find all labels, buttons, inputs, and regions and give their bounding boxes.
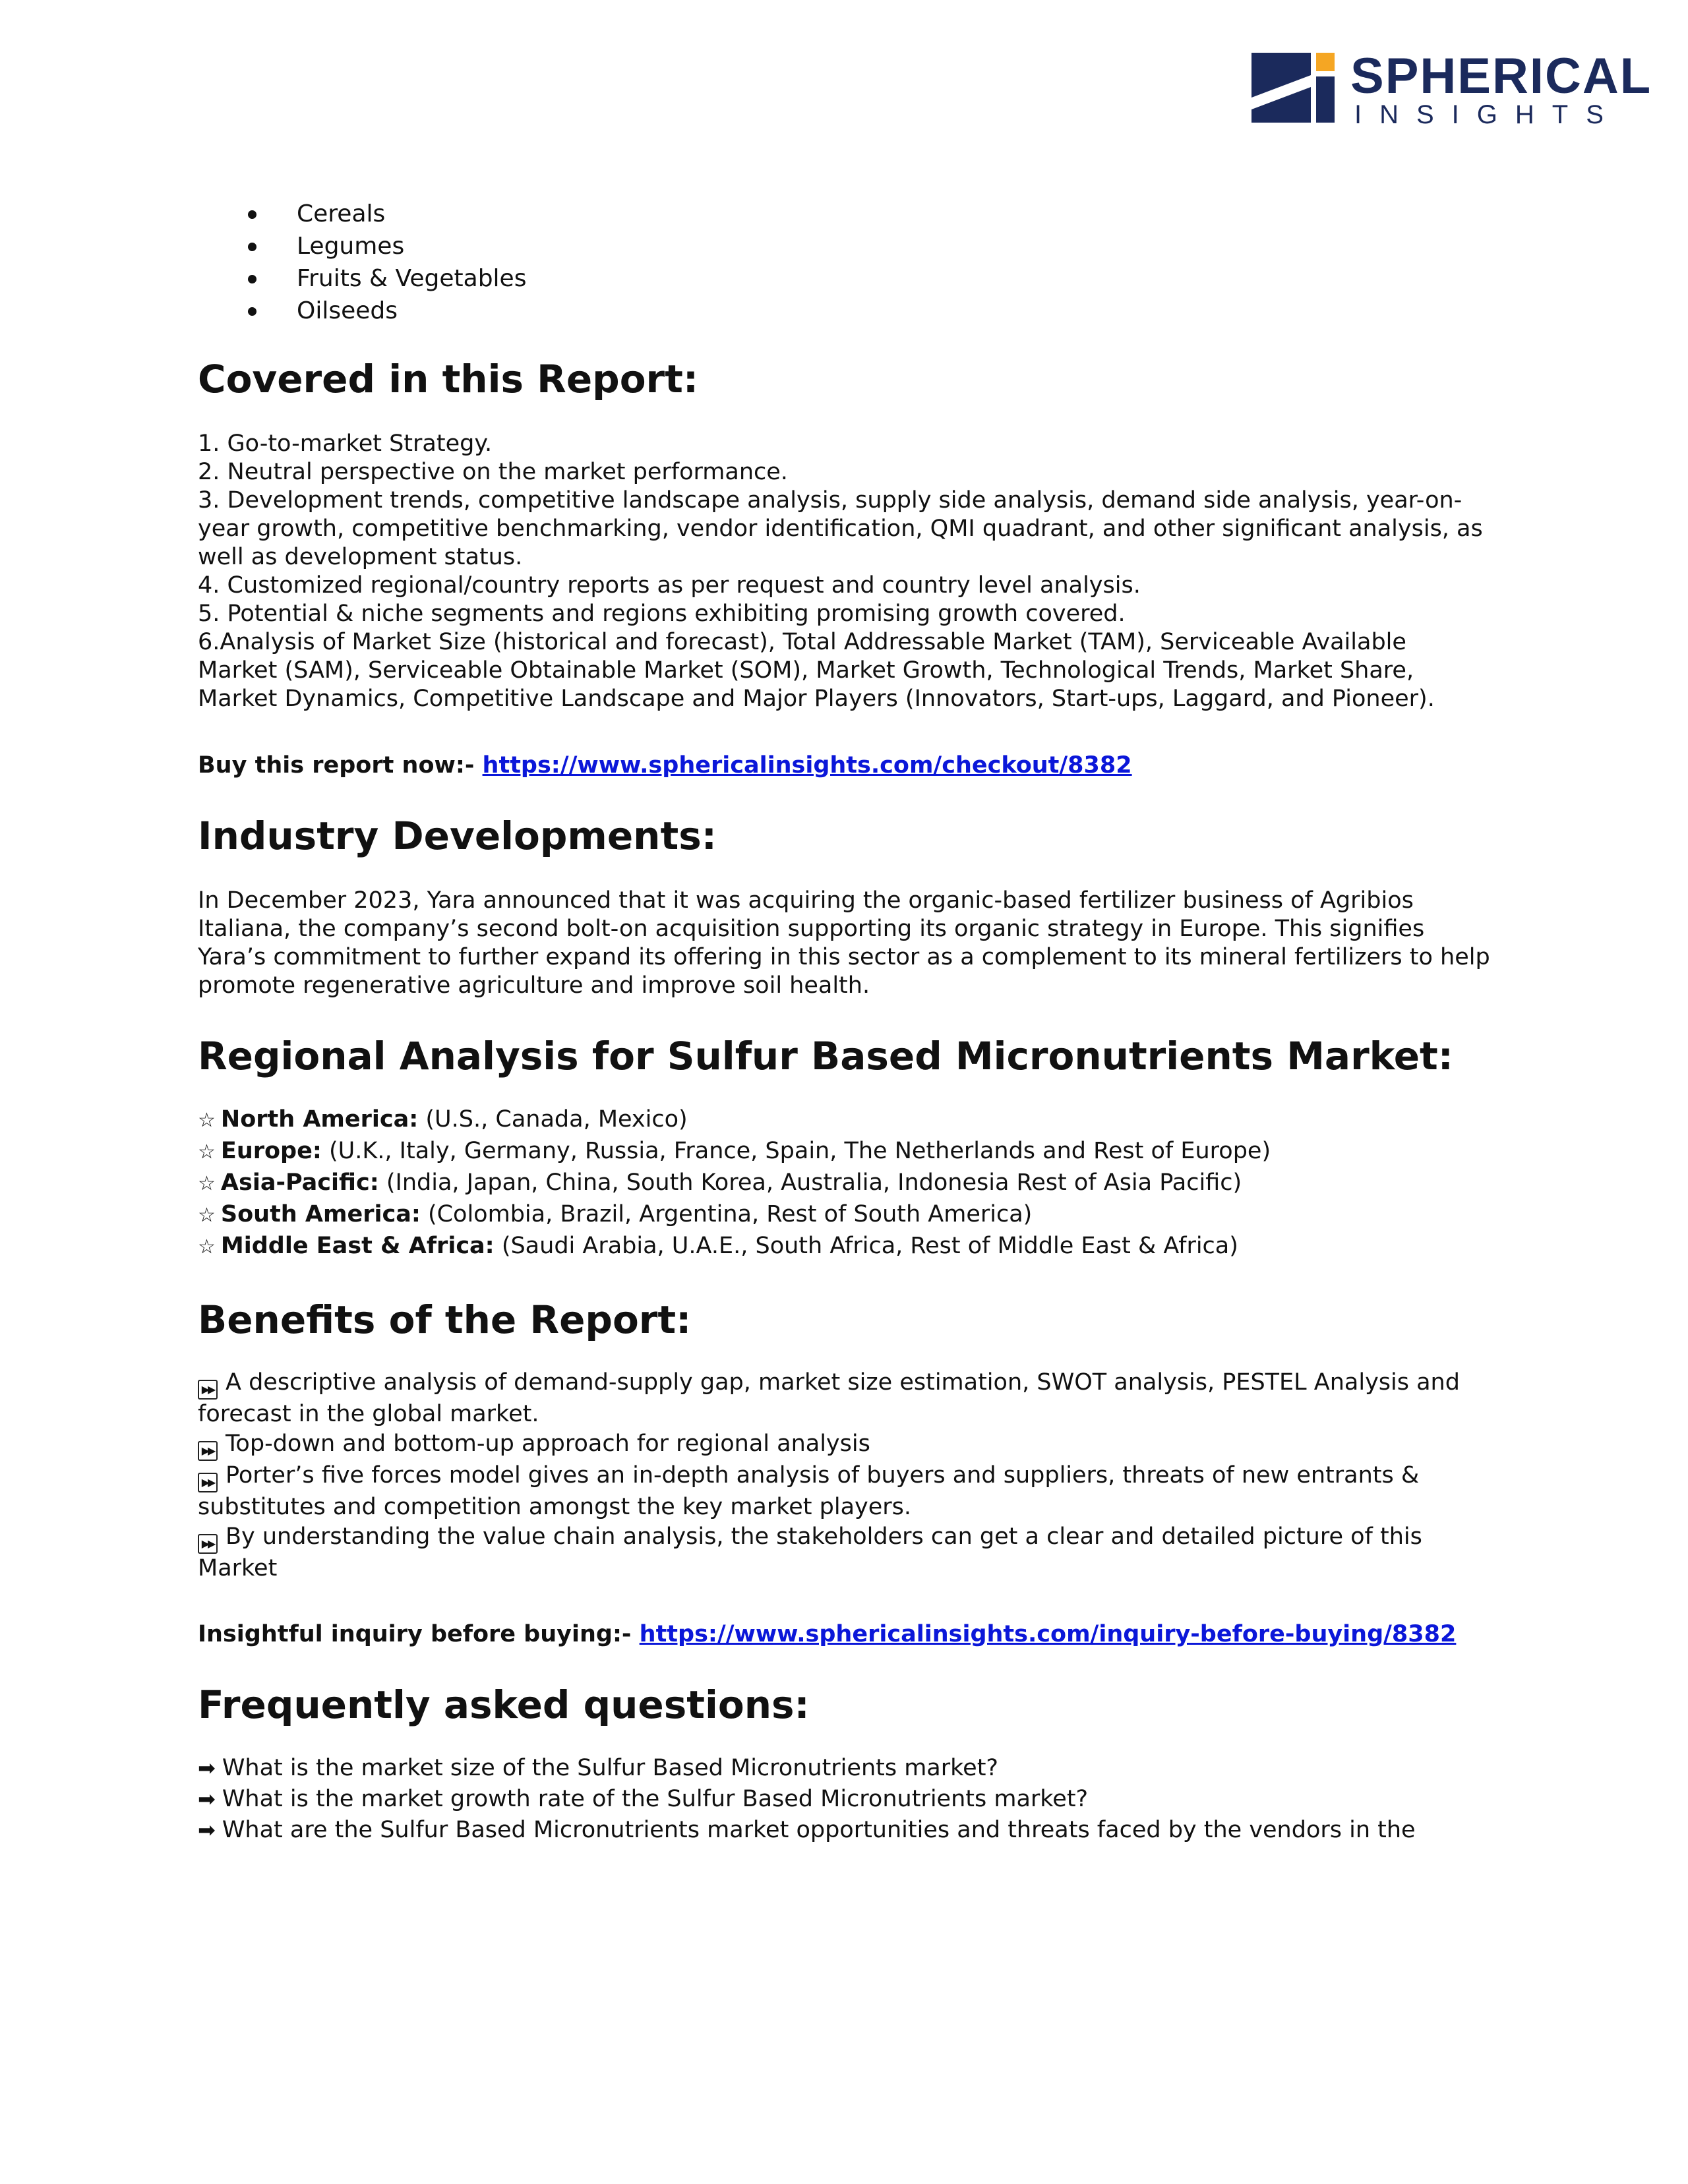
star-icon: ☆ xyxy=(198,1172,216,1195)
list-item: 3. Development trends, competitive landscape analysis, supply side analysis, demand side analysis, year-on-year growth, competitive benchmarking, vendor identification, QMI quadrant, and other significant analysis, as well as development status. xyxy=(198,487,1483,570)
list-item: ▶▶ Top-down and bottom-up approach for regional analysis xyxy=(198,1429,1490,1461)
star-icon: ☆ xyxy=(198,1204,216,1227)
list-item xyxy=(198,1136,1490,1167)
arrow-right-icon: ➡ xyxy=(198,1786,216,1812)
buy-report-label: Buy this report now:- xyxy=(198,752,483,779)
fast-forward-box-icon: ▶▶ xyxy=(198,1473,218,1492)
list-item xyxy=(198,1199,1490,1231)
list-item: ▶▶ Porter’s five forces model gives an in-depth analysis of buyers and suppliers, threats of new entrants & substitutes and competition amongst the key market players. xyxy=(198,1462,1420,1520)
region-name: Asia-Pacific: xyxy=(220,1169,379,1196)
list-item: 2. Neutral perspective on the market performance. xyxy=(198,459,788,485)
list-item: 5. Potential & niche segments and regions exhibiting promising growth covered. xyxy=(198,601,1126,627)
list-item: Legumes xyxy=(198,230,1490,262)
list-item: ➡ What are the Sulfur Based Micronutrients market opportunities and threats faced by the vendors in the xyxy=(198,1817,1416,1843)
spherical-insights-logo xyxy=(1251,48,1652,131)
benefits-heading: Benefits of the Report: xyxy=(198,1297,692,1342)
list-item: 1. Go-to-market Strategy. xyxy=(198,430,493,457)
region-name: North America: xyxy=(220,1106,419,1133)
inquiry-link[interactable]: https://www.sphericalinsights.com/inquiry-before-buying/8382 xyxy=(639,1621,1457,1647)
covered-heading: Covered in this Report: xyxy=(198,357,699,401)
industry-heading: Industry Developments: xyxy=(198,813,717,858)
list-item: Cereals xyxy=(198,198,1490,230)
faq-list xyxy=(198,1753,1490,1846)
list-item xyxy=(198,1231,1490,1262)
benefits-list xyxy=(198,1368,1490,1583)
list-item: 4. Customized regional/country reports as per request and country level analysis. xyxy=(198,572,1141,599)
covered-list xyxy=(198,430,1490,713)
list-item: Fruits & Vegetables xyxy=(198,262,1490,295)
region-countries: (U.K., Italy, Germany, Russia, France, Spain, The Netherlands and Rest of Europe) xyxy=(321,1138,1271,1164)
inquiry-line xyxy=(198,1620,1490,1649)
inquiry-label: Insightful inquiry before buying:- xyxy=(198,1621,640,1647)
regional-heading: Regional Analysis for Sulfur Based Micronutrients Market: xyxy=(198,1034,1453,1078)
document-body xyxy=(198,198,1490,1846)
industry-text: In December 2023, Yara announced that it was acquiring the organic-based fertilizer business of Agribios Italiana, the company’s second bolt-on acquisition supporting its organic strategy in Europe. This signifies Yara’s commitment to further expand its offering in this sector as a complement to its mineral fertilizers to help promote regenerative agriculture and improve soil health. xyxy=(198,887,1490,999)
fast-forward-box-icon: ▶▶ xyxy=(198,1441,218,1461)
region-name: South America: xyxy=(220,1201,421,1227)
star-icon: ☆ xyxy=(198,1109,216,1132)
arrow-right-icon: ➡ xyxy=(198,1817,216,1843)
list-item: ▶▶ A descriptive analysis of demand-supply gap, market size estimation, SWOT analysis, PESTEL Analysis and forecast in the global market. xyxy=(198,1369,1460,1427)
crop-type-list xyxy=(198,198,1490,327)
list-item: 6.Analysis of Market Size (historical and forecast), Total Addressable Market (TAM), Serviceable Available Market (SAM), Serviceable Obtainable Market (SOM), Market Growth, Technological Trends, Market Share, Market Dynamics, Competitive Landscape and Major Players (Innovators, Start-ups, Laggard, and Pioneer). xyxy=(198,629,1435,712)
region-countries: (India, Japan, China, South Korea, Australia, Indonesia Rest of Asia Pacific) xyxy=(378,1169,1242,1196)
buy-report-line xyxy=(198,752,1490,780)
star-icon: ☆ xyxy=(198,1140,216,1164)
region-countries: (Colombia, Brazil, Argentina, Rest of South America) xyxy=(420,1201,1033,1227)
fast-forward-box-icon: ▶▶ xyxy=(198,1534,218,1554)
buy-report-link[interactable]: https://www.sphericalinsights.com/checkout/8382 xyxy=(482,752,1132,779)
arrow-right-icon: ➡ xyxy=(198,1756,216,1781)
logo-mark-icon xyxy=(1251,51,1337,125)
logo-wordmark-spherical: SPHERICAL xyxy=(1350,48,1652,104)
list-item: Oilseeds xyxy=(198,295,1490,327)
list-item xyxy=(198,1167,1490,1199)
region-countries: (U.S., Canada, Mexico) xyxy=(418,1106,688,1133)
regional-list xyxy=(198,1104,1490,1262)
list-item: ➡ What is the market size of the Sulfur Based Micronutrients market? xyxy=(198,1755,998,1781)
star-icon: ☆ xyxy=(198,1235,216,1258)
list-item: ➡ What is the market growth rate of the Sulfur Based Micronutrients market? xyxy=(198,1786,1089,1812)
logo-wordmark-insights: INSIGHTS xyxy=(1354,100,1621,129)
faq-heading: Frequently asked questions: xyxy=(198,1682,810,1727)
fast-forward-box-icon: ▶▶ xyxy=(198,1380,218,1400)
region-countries: (Saudi Arabia, U.A.E., South Africa, Rest of Middle East & Africa) xyxy=(494,1233,1238,1259)
region-name: Europe: xyxy=(220,1138,322,1164)
region-name: Middle East & Africa: xyxy=(220,1233,495,1259)
list-item xyxy=(198,1104,1490,1136)
list-item: ▶▶ By understanding the value chain analysis, the stakeholders can get a clear and detailed picture of this Market xyxy=(198,1523,1422,1581)
